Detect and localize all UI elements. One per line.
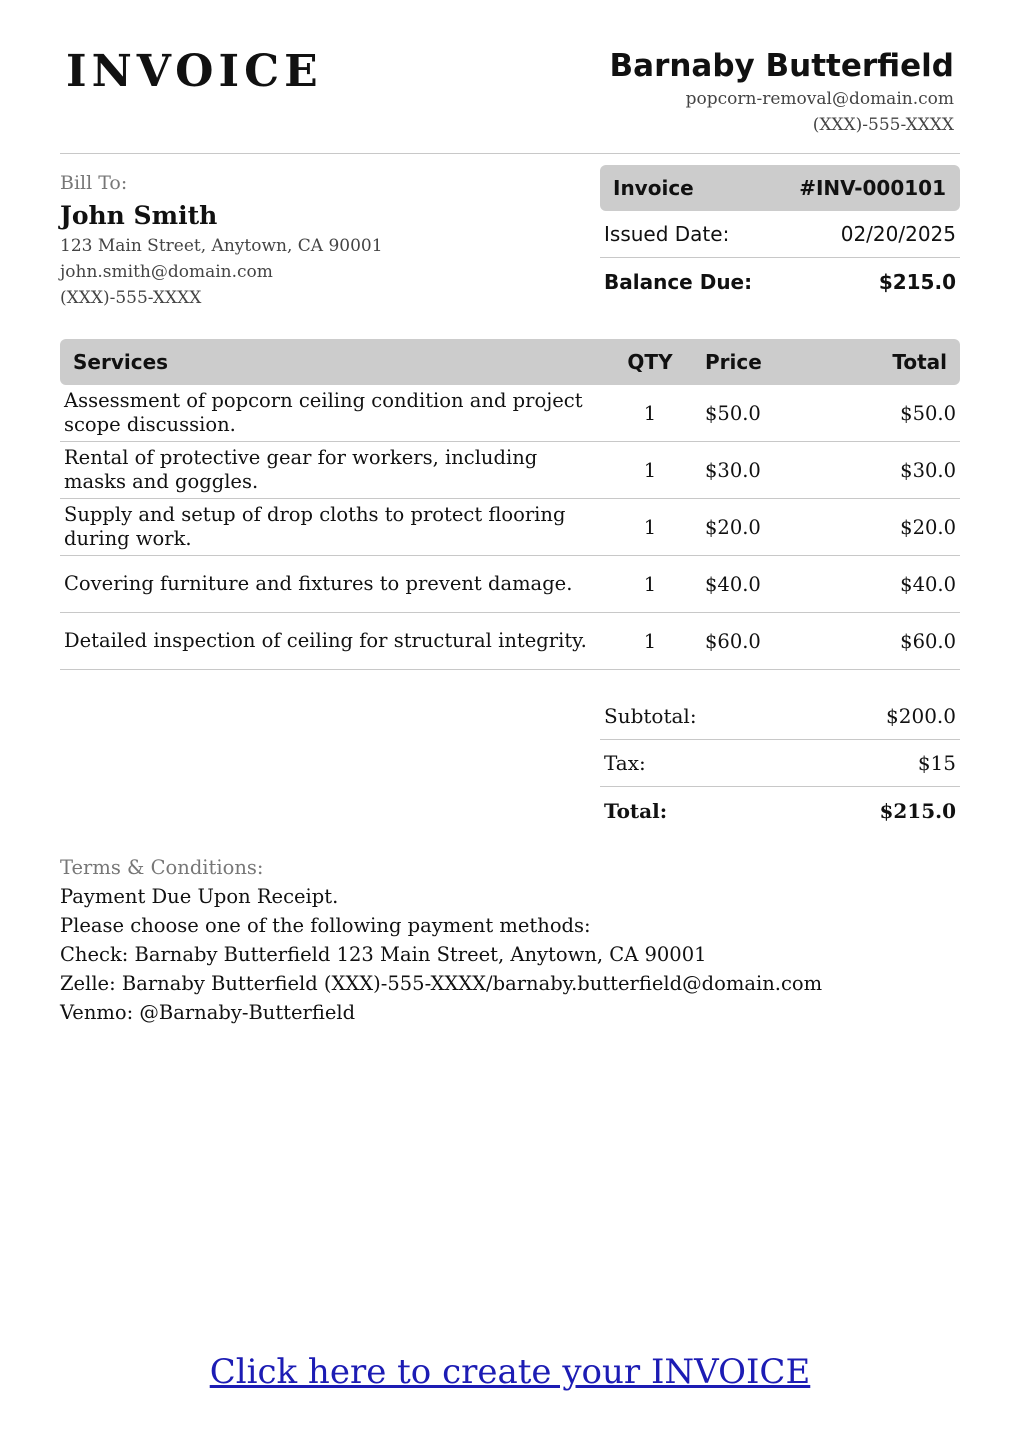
header-qty: QTY — [627, 350, 673, 374]
table-row — [60, 556, 960, 613]
grand-total-value: $215.0 — [879, 798, 956, 823]
issued-date-label: Issued Date: — [604, 222, 730, 246]
invoice-meta — [600, 165, 960, 305]
issued-date-row — [600, 211, 960, 258]
issued-date-value: 02/20/2025 — [840, 222, 956, 246]
tax-row — [600, 740, 960, 787]
bill-to-block — [60, 170, 560, 311]
invoice-title: INVOICE — [66, 46, 323, 97]
table-row — [60, 613, 960, 670]
service-price: $20.0 — [705, 515, 761, 539]
invoice-label: Invoice — [613, 176, 694, 200]
client-address: 123 Main Street, Anytown, CA 90001 — [60, 236, 383, 256]
service-total: $40.0 — [900, 572, 956, 596]
client-phone: (XXX)-555-XXXX — [60, 288, 202, 308]
terms-line: Please choose one of the following payment methods: — [60, 914, 591, 937]
services-table — [60, 339, 960, 670]
cta-container — [0, 1352, 1020, 1392]
sender-name: Barnaby Butterfield — [609, 48, 954, 84]
table-row — [60, 499, 960, 556]
terms-line: Payment Due Upon Receipt. — [60, 885, 339, 908]
service-description: Assessment of popcorn ceiling condition and project scope discussion. — [64, 389, 583, 436]
service-price: $40.0 — [705, 572, 761, 596]
terms-line: Zelle: Barnaby Butterfield (XXX)-555-XXXX/barnaby.butterfield@domain.com — [60, 972, 823, 995]
bill-to-label: Bill To: — [60, 172, 128, 194]
header-total: Total — [892, 350, 947, 374]
service-qty: 1 — [643, 572, 657, 596]
balance-due-label: Balance Due: — [604, 269, 753, 294]
subtotal-row — [600, 693, 960, 740]
service-price: $50.0 — [705, 401, 761, 425]
subtotal-value: $200.0 — [886, 704, 956, 728]
header-divider — [60, 153, 960, 154]
service-total: $50.0 — [900, 401, 956, 425]
service-total: $60.0 — [900, 629, 956, 653]
tax-value: $15 — [917, 751, 956, 775]
balance-due-row — [600, 258, 960, 305]
service-qty: 1 — [643, 458, 657, 482]
grand-total-row — [600, 787, 960, 834]
terms-label: Terms & Conditions: — [60, 856, 264, 879]
table-row — [60, 385, 960, 442]
client-email: john.smith@domain.com — [60, 262, 273, 282]
subtotal-label: Subtotal: — [604, 704, 697, 728]
grand-total-label: Total: — [604, 798, 668, 823]
totals-block — [600, 693, 960, 834]
service-price: $30.0 — [705, 458, 761, 482]
sender-email: popcorn-removal@domain.com — [685, 89, 954, 109]
invoice-number-row — [600, 165, 960, 211]
service-qty: 1 — [643, 629, 657, 653]
client-name: John Smith — [60, 201, 218, 230]
service-total: $30.0 — [900, 458, 956, 482]
table-row — [60, 442, 960, 499]
services-header-row — [60, 339, 960, 385]
service-total: $20.0 — [900, 515, 956, 539]
service-qty: 1 — [643, 515, 657, 539]
terms-line: Venmo: @Barnaby-Butterfield — [60, 1001, 356, 1024]
sender-phone: (XXX)-555-XXXX — [812, 115, 954, 135]
sender-block — [610, 46, 954, 138]
terms-block — [60, 853, 960, 1027]
tax-label: Tax: — [604, 751, 646, 775]
service-description: Covering furniture and fixtures to prevent damage. — [64, 572, 573, 595]
service-description: Detailed inspection of ceiling for structural integrity. — [64, 629, 587, 652]
service-qty: 1 — [643, 401, 657, 425]
header-services: Services — [73, 350, 169, 374]
service-description: Supply and setup of drop cloths to protect flooring during work. — [64, 503, 566, 550]
service-description: Rental of protective gear for workers, including masks and goggles. — [64, 446, 538, 493]
create-invoice-link[interactable]: Click here to create your INVOICE — [209, 1352, 811, 1392]
service-price: $60.0 — [705, 629, 761, 653]
terms-line: Check: Barnaby Butterfield 123 Main Street, Anytown, CA 90001 — [60, 943, 707, 966]
header-price: Price — [705, 350, 762, 374]
invoice-number: #INV-000101 — [799, 176, 946, 200]
balance-due-value: $215.0 — [878, 269, 956, 294]
